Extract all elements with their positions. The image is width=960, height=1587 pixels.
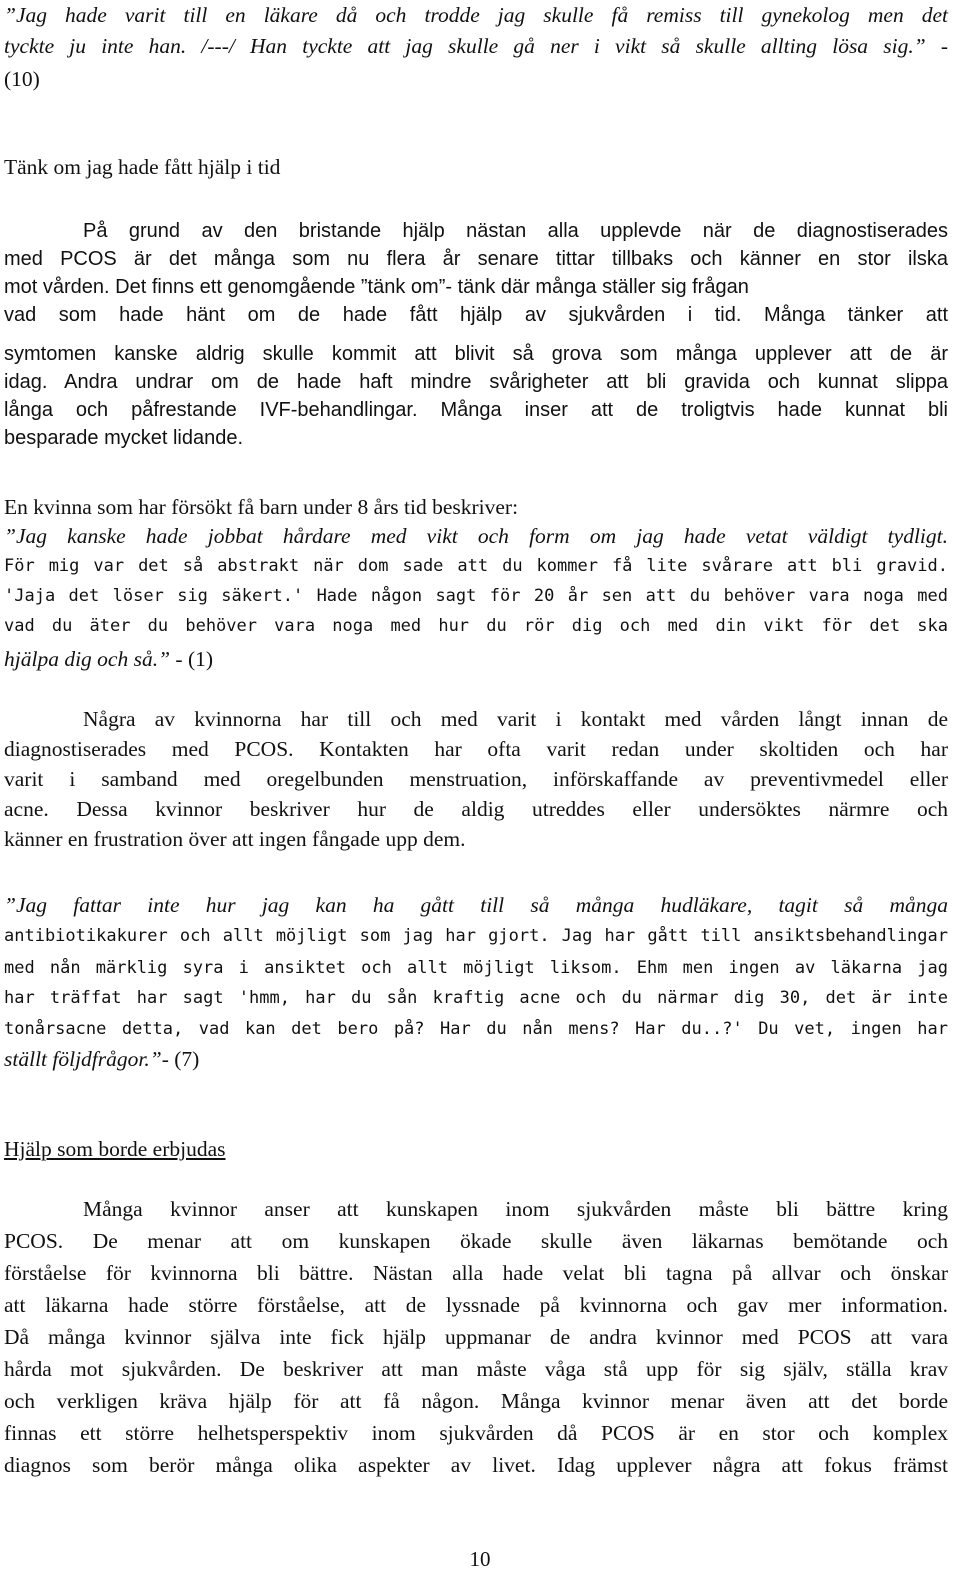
paragraph-line: med PCOS är det många som nu flera år senare tittar tillbaks och känner en stor ilska — [4, 248, 948, 270]
paragraph-line: finnas ett större helhetsperspektiv inom sjukvården då PCOS är en stor och komplex — [4, 1421, 948, 1445]
paragraph-line: långa och påfrestande IVF-behandlingar. Många inser att de troligtvis hade kunnat bli — [4, 399, 948, 421]
quote-line: ”Jag fattar inte hur jag kan ha gått till så många hudläkare, tagit så många — [4, 893, 948, 917]
section-heading-tank-om: Tänk om jag hade fått hjälp i tid — [4, 155, 281, 179]
paragraph-line: besparade mycket lidande. — [4, 427, 244, 449]
paragraph-line: acne. Dessa kvinnor beskriver hur de aldig utreddes eller undersöktes närmre och — [4, 797, 948, 821]
paragraph-line: diagnostiserades med PCOS. Kontakten har ofta varit redan under skoltiden och har — [4, 737, 948, 761]
paragraph-line: känner en frustration över att ingen fångade upp dem. — [4, 827, 466, 851]
paragraph-line: Många kvinnor anser att kunskapen inom sjukvården måste bli bättre kring — [83, 1197, 948, 1221]
quote-line: antibiotikakurer och allt möjligt som jag har gjort. Jag har gått till ansiktsbehandlingar — [4, 926, 948, 946]
quote-line-end: ställt följdfrågor.”- (7) — [4, 1047, 200, 1071]
paragraph-line: hårda mot sjukvården. De beskriver att man måste våga stå upp för sig själv, ställa krav — [4, 1357, 948, 1381]
quote-top-line-1: ”Jag hade varit till en läkare då och trodde jag skulle få remiss till gynekolog men det — [4, 3, 948, 27]
paragraph-line: symtomen kanske aldrig skulle kommit att blivit så grova som många upplever att de är — [4, 343, 948, 365]
paragraph-line: idag. Andra undrar om de hade haft mindre svårigheter att bli gravida och kunnat slippa — [4, 371, 948, 393]
section-heading-hjalp: Hjälp som borde erbjudas — [4, 1137, 226, 1161]
paragraph-line: varit i samband med oregelbunden menstruation, införskaffande av preventivmedel eller — [4, 767, 948, 791]
paragraph-line: vad som hade hänt om de hade fått hjälp av sjukvården i tid. Många tänker att — [4, 304, 948, 326]
quote-top-reference: (10) — [4, 67, 40, 91]
paragraph-line: och verkligen kräva hjälp för att få någon. Många kvinnor menar även att det borde — [4, 1389, 948, 1413]
paragraph-line: På grund av den bristande hjälp nästan alla upplevde när de diagnostiserades — [83, 220, 948, 242]
paragraph-line: diagnos som berör många olika aspekter av livet. Idag upplever några att fokus främst — [4, 1453, 948, 1477]
quote-line: har träffat har sagt 'hmm, har du sån kraftig acne och du närmar dig 30, det är inte — [4, 988, 948, 1008]
quote-line-end: hjälpa dig och så.” - (1) — [4, 647, 214, 671]
quote-line: För mig var det så abstrakt när dom sade att du kommer få lite svårare att bli gravid. — [4, 556, 948, 576]
paragraph-line: mot vården. Det finns ett genomgående ”tänk om”- tänk där många ställer sig frågan — [4, 276, 749, 298]
paragraph-intro: En kvinna som har försökt få barn under 8 års tid beskriver: — [4, 495, 519, 519]
paragraph-line: Då många kvinnor själva inte fick hjälp uppmanar de andra kvinnor med PCOS att vara — [4, 1325, 948, 1349]
page-number: 10 — [469, 1547, 491, 1571]
paragraph-line: förståelse för kvinnorna bli bättre. Nästan alla hade velat bli tagna på allvar och önskar — [4, 1261, 948, 1285]
quote-line: tonårsacne detta, vad kan det bero på? Har du nån mens? Har du..?' Du vet, ingen har — [4, 1019, 948, 1039]
paragraph-line: Några av kvinnorna har till och med varit i kontakt med vården långt innan de — [83, 707, 948, 731]
quote-line: 'Jaja det löser sig säkert.' Hade någon sagt för 20 år sen att du behöver vara noga med — [4, 586, 948, 606]
quote-line: med nån märklig syra i ansiktet och allt möjligt liksom. Ehm men ingen av läkarna jag — [4, 958, 948, 978]
quote-top-line-2: tyckte ju inte han. /---/ Han tyckte att jag skulle gå ner i vikt så skulle allting lösa sig.” - — [4, 34, 948, 58]
quote-line: vad du äter du behöver vara noga med hur du rör dig och med din vikt för det ska — [4, 616, 948, 636]
paragraph-line: PCOS. De menar att om kunskapen ökade skulle även läkarnas bemötande och — [4, 1229, 948, 1253]
quote-line: ”Jag kanske hade jobbat hårdare med vikt och form om jag hade vetat väldigt tydligt. — [4, 524, 948, 548]
paragraph-line: att läkarna hade större förståelse, att de lyssnade på kvinnorna och gav mer information. — [4, 1293, 948, 1317]
